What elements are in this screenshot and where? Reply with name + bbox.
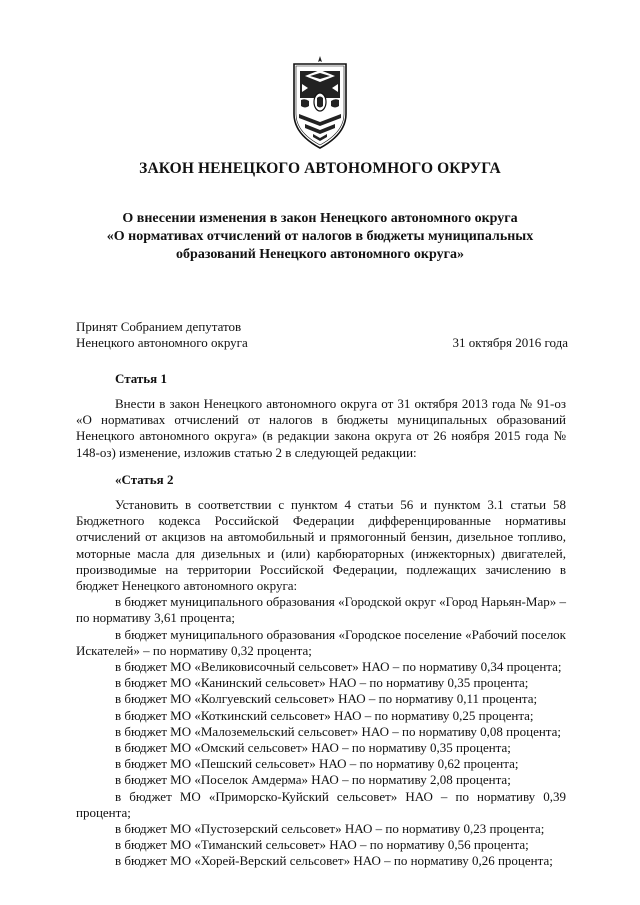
subtitle-line: О внесении изменения в закон Ненецкого автономного округа <box>122 211 518 226</box>
coat-of-arms-icon <box>291 54 349 150</box>
list-item: в бюджет муниципального образования «Городской округ «Город Нарьян-Мар» – по нормативу 3,61 процента; <box>76 594 566 626</box>
subtitle-line: «О нормативах отчислений от налогов в бюджеты муниципальных <box>106 229 534 244</box>
list-item: в бюджет МО «Колгуевский сельсовет» НАО – по нормативу 0,11 процента; <box>115 691 538 707</box>
list-item: в бюджет МО «Пустозерский сельсовет» НАО – по нормативу 0,23 процента; <box>115 821 545 837</box>
list-item: в бюджет МО «Хорей-Верский сельсовет» НАО – по нормативу 0,26 процента; <box>115 853 553 869</box>
law-title: ЗАКОН НЕНЕЦКОГО АВТОНОМНОГО ОКРУГА <box>139 160 501 177</box>
article-2-intro: Установить в соответствии с пунктом 4 статьи 56 и пунктом 3.1 статьи 58 Бюджетного кодекса Российской Федерации дифференцированные нормативы отчислений от акцизов на автомобильный и прямогонный бензин, дизельное топливо, моторные масла для дизельных и (или) карбюраторных (инжекторных) двигателей, производимые на территории Российской Федерации, подлежащих зачислению в бюджет Ненецкого автономного округа: <box>76 497 566 594</box>
list-item: в бюджет МО «Приморско-Куйский сельсовет» НАО – по нормативу 0,39 <box>115 788 566 804</box>
list-item: в бюджет МО «Коткинский сельсовет» НАО – по нормативу 0,25 процента; <box>115 707 534 723</box>
list-item: в бюджет МО «Поселок Амдерма» НАО – по нормативу 2,08 процента; <box>115 772 511 788</box>
subtitle-line: образований Ненецкого автономного округа» <box>176 247 464 262</box>
list-item: в бюджет МО «Великовисочный сельсовет» НАО – по нормативу 0,34 процента; <box>115 659 562 675</box>
list-item: в бюджет муниципального образования «Городское поселение «Рабочий поселок Искателей» – по нормативу 0,32 процента; <box>76 626 566 658</box>
list-item-continuation: процента; <box>76 804 131 820</box>
article-1-body <box>76 396 566 461</box>
adopted-by <box>76 319 248 351</box>
list-item: в бюджет МО «Канинский сельсовет» НАО – по нормативу 0,35 процента; <box>115 675 529 691</box>
article-1-text: Внести в закон Ненецкого автономного округа от 31 октября 2013 года № 91-оз «О нормативах отчислений от налогов в бюджеты муниципальных образований Ненецкого автономного округа» (в редакции закона округа от 26 ноября 2015 года № 148-оз) изменение, изложив статью 2 в следующей редакции: <box>76 396 566 460</box>
article-2-heading: «Статья 2 <box>115 472 174 487</box>
list-item: в бюджет МО «Пешский сельсовет» НАО – по нормативу 0,62 процента; <box>115 756 519 772</box>
adopted-line: Ненецкого автономного округа <box>76 335 248 350</box>
adopted-date: 31 октября 2016 года <box>452 335 568 350</box>
list-item: в бюджет МО «Тиманский сельсовет» НАО – по нормативу 0,56 процента; <box>115 837 529 853</box>
list-item: в бюджет МО «Малоземельский сельсовет» НАО – по нормативу 0,08 процента; <box>115 723 562 739</box>
article-2-body <box>76 497 566 870</box>
adopted-line: Принят Собранием депутатов <box>76 319 242 334</box>
list-item: в бюджет МО «Омский сельсовет» НАО – по нормативу 0,35 процента; <box>115 740 511 756</box>
article-1-heading: Статья 1 <box>115 371 167 386</box>
law-subtitle <box>70 210 570 264</box>
